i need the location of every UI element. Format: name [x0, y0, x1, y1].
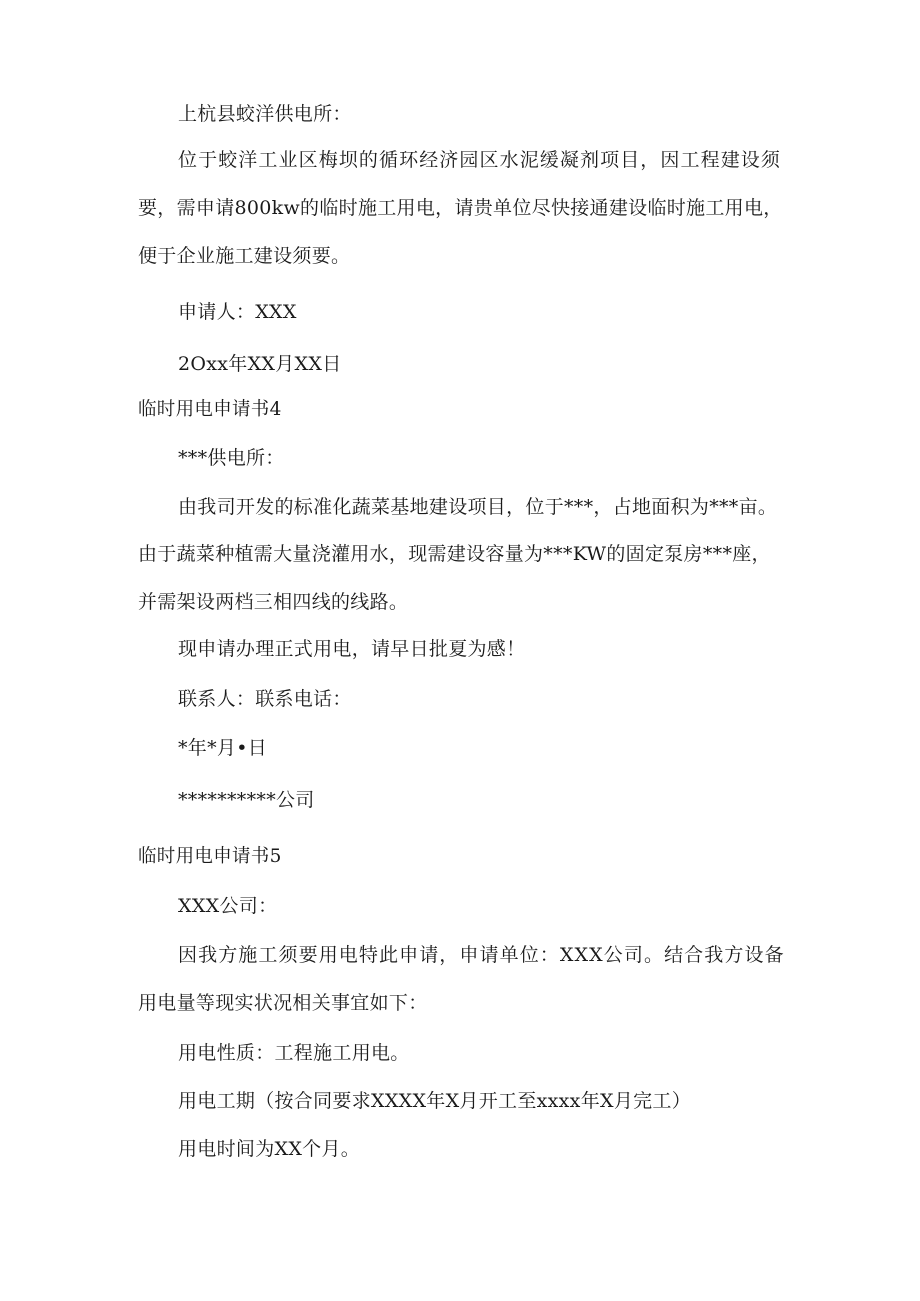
letter5-salutation: XXX公司：	[178, 895, 278, 917]
letter4-date: *年*月•日	[178, 737, 268, 759]
letter5-period: 用电工期（按合同要求XXXX年X月开工至xxxx年X月完工）	[178, 1090, 692, 1112]
letter5-heading: 临时用电申请书5	[138, 846, 282, 867]
letter4-contact: 联系人：联系电话：	[178, 688, 352, 710]
letter1-applicant: 申请人：XXX	[178, 301, 297, 323]
letter1-body-line-1: 位于蛟洋工业区梅坝的循环经济园区水泥缓凝剂项目，因工程建设须	[178, 149, 782, 171]
letter4-body-line-1: 由我司开发的标准化蔬菜基地建设项目，位于***，占地面积为***亩。	[178, 496, 778, 518]
letter5-duration: 用电时间为XX个月。	[178, 1138, 361, 1160]
letter5-body-line-2: 用电量等现实状况相关事宜如下：	[138, 992, 428, 1014]
letter4-request: 现申请办理正式用电，请早日批夏为感！	[178, 638, 526, 660]
letter1-date: 2Oxx年XX月XX日	[178, 353, 342, 375]
letter4-body-line-2: 由于蔬菜种植需大量浇灌用水，现需建设容量为***KW的固定泵房***座，	[138, 543, 771, 565]
letter4-heading: 临时用电申请书4	[138, 399, 282, 420]
letter1-body-line-3: 便于企业施工建设须要。	[138, 245, 351, 267]
letter1-body-line-2: 要，需申请800kw的临时施工用电，请贵单位尽快接通建设临时施工用电，	[138, 197, 783, 219]
letter5-body-line-1: 因我方施工须要用电特此申请，申请单位：XXX公司。结合我方设备	[178, 944, 785, 966]
letter1-salutation: 上杭县蛟洋供电所：	[178, 103, 352, 125]
letter4-body-line-3: 并需架设两档三相四线的线路。	[138, 591, 409, 613]
letter4-salutation: ***供电所：	[178, 447, 285, 469]
letter4-company: **********公司	[178, 789, 315, 811]
letter5-nature: 用电性质：工程施工用电。	[178, 1042, 410, 1064]
